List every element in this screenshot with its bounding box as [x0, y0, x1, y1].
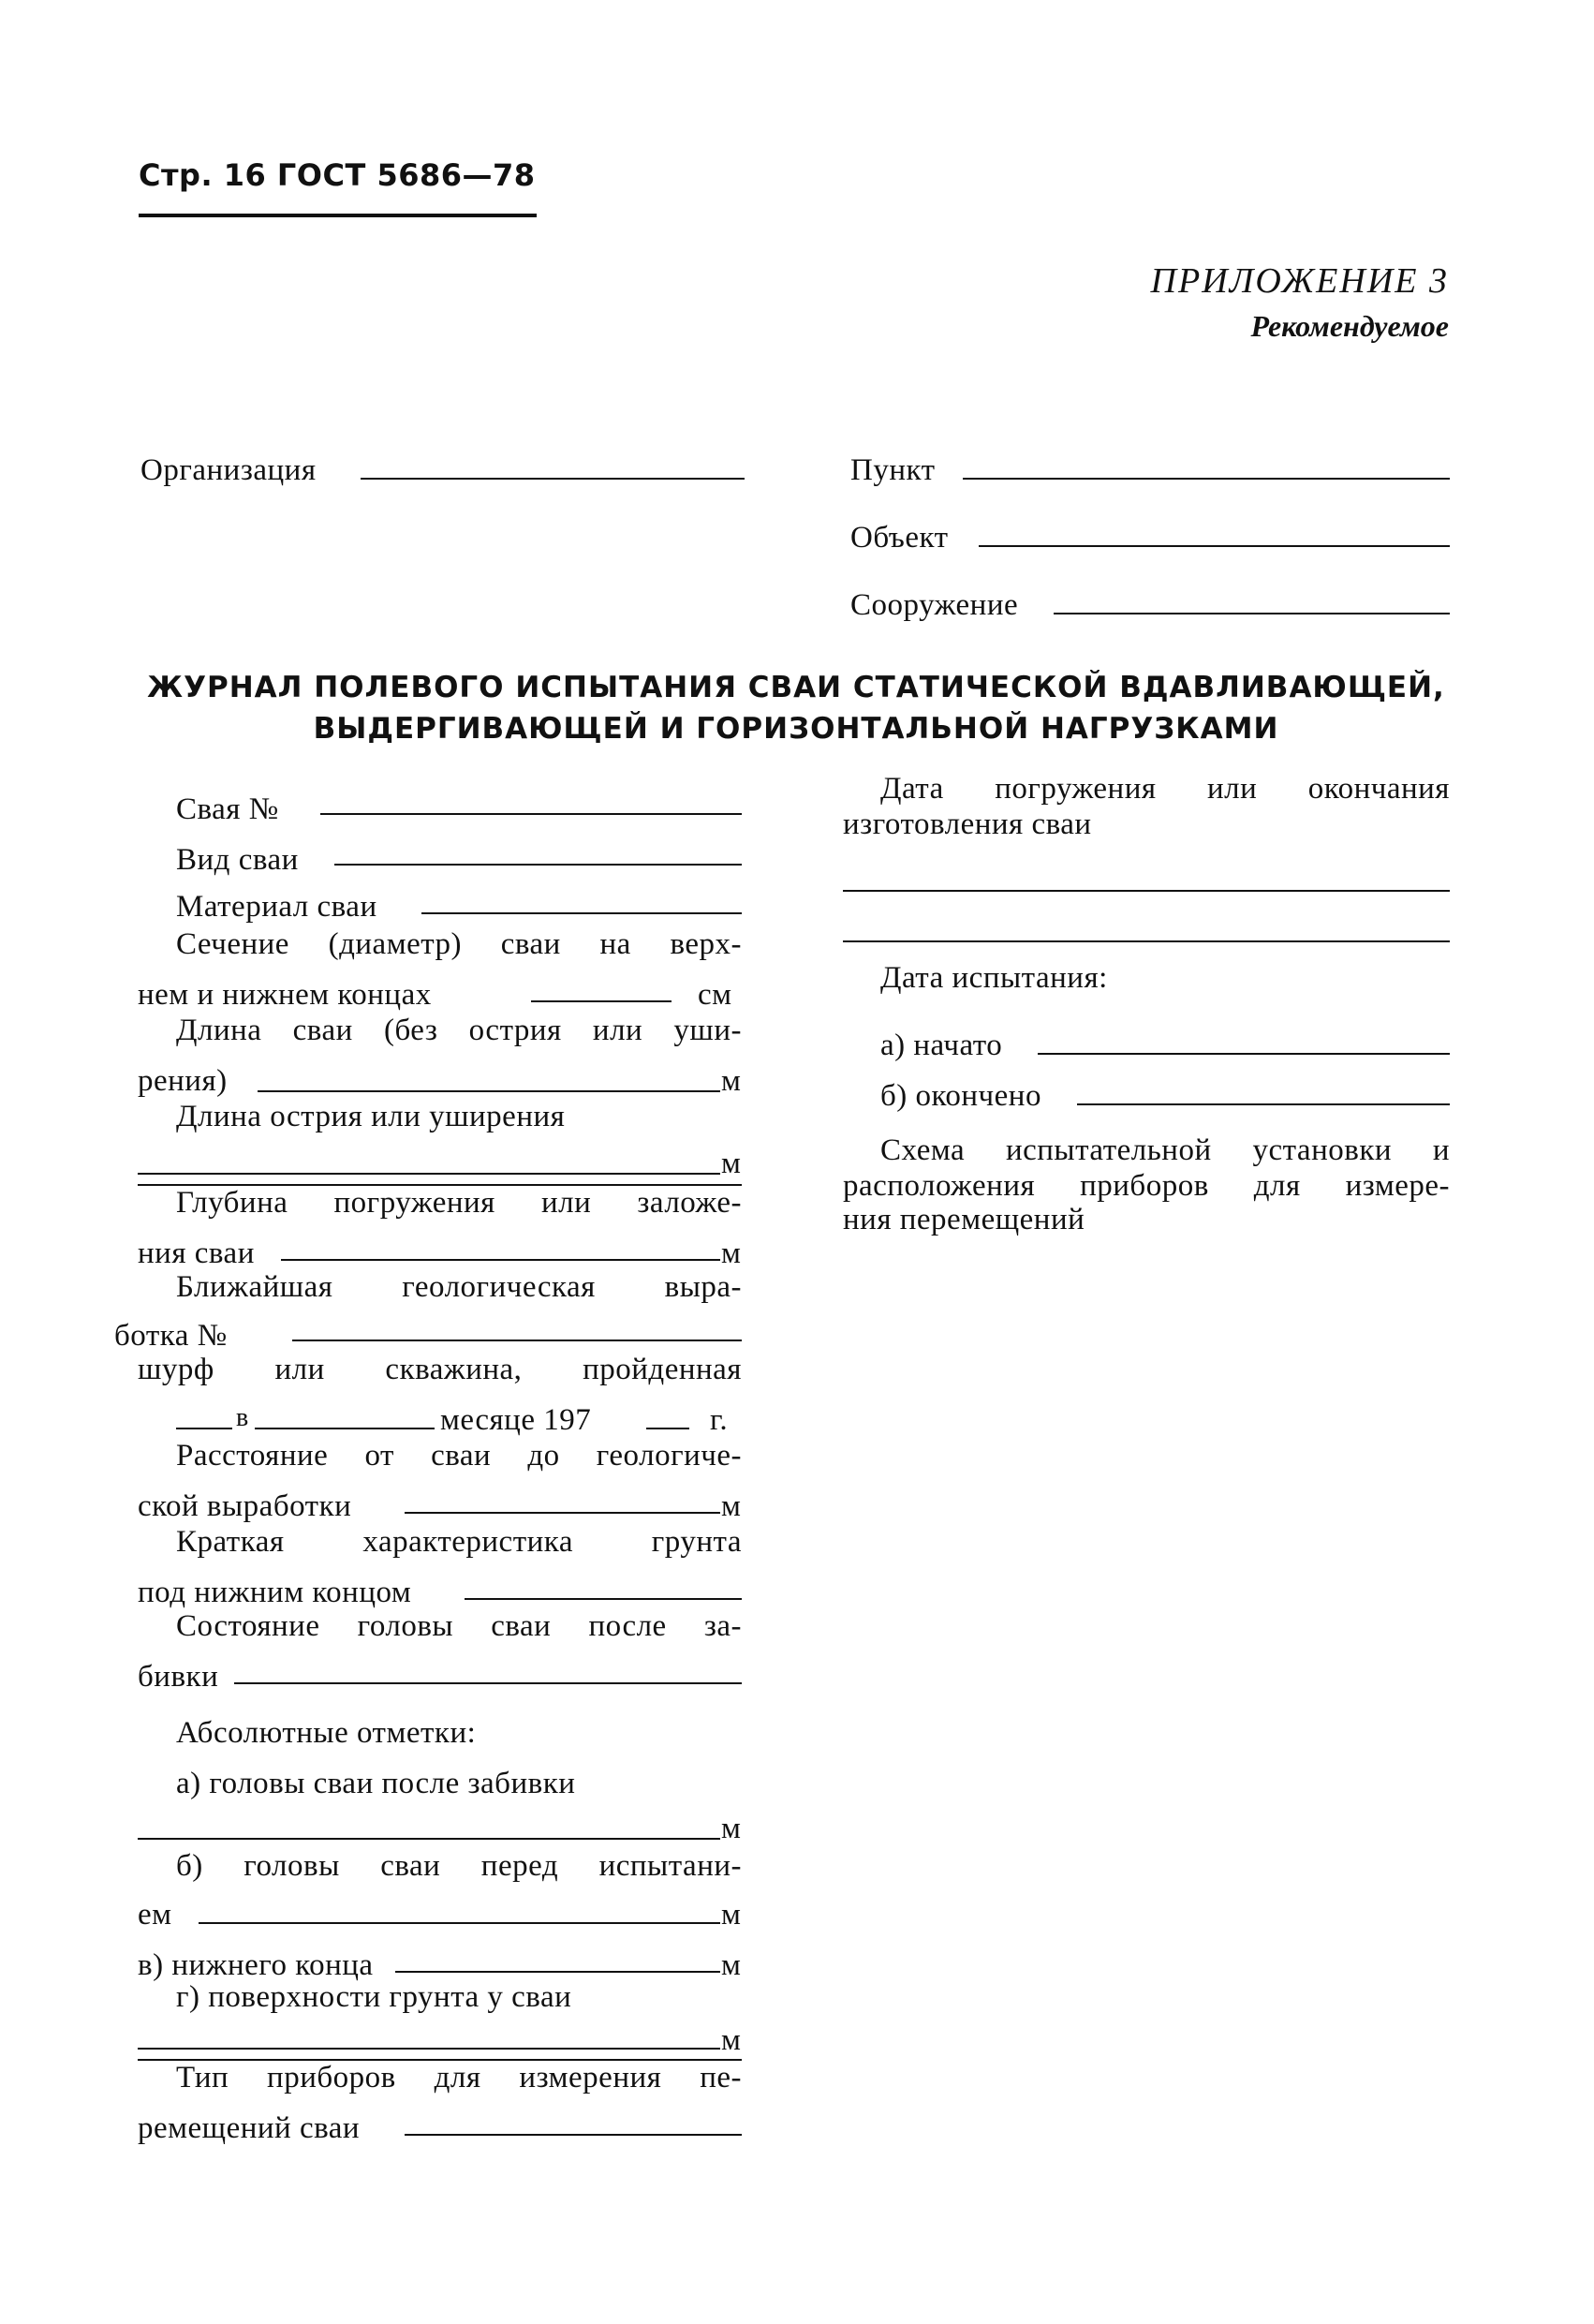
soil-label-line1: Краткая характеристика грунта — [176, 1525, 742, 1559]
depth-blank[interactable] — [281, 1259, 720, 1261]
head-blank[interactable] — [234, 1682, 742, 1684]
object-label: Объект — [850, 521, 949, 555]
abs-mark-b-blank[interactable] — [199, 1922, 720, 1924]
abs-mark-d-label: г) поверхности грунта у сваи — [176, 1980, 572, 2014]
test-finished-blank[interactable] — [1077, 1103, 1450, 1105]
header-rule — [139, 214, 537, 217]
length-label-line1: Длина сваи (без острия или уши- — [176, 1014, 742, 1047]
date-blank-1[interactable] — [843, 890, 1450, 892]
pile-material-label: Материал сваи — [176, 890, 377, 924]
distance-blank[interactable] — [405, 1512, 720, 1514]
distance-label-line2: ской выработки — [138, 1489, 352, 1523]
pile-number-label: Свая № — [176, 792, 279, 826]
date-label-line1: Дата погружения или окончания — [880, 772, 1450, 806]
section-unit: см — [698, 978, 732, 1012]
structure-blank[interactable] — [1054, 613, 1450, 614]
structure-label: Сооружение — [850, 588, 1019, 622]
tip-length-unit: м — [721, 1147, 742, 1180]
distance-unit: м — [721, 1489, 742, 1523]
point-blank[interactable] — [963, 478, 1450, 480]
abs-mark-c-label: в) нижнего конца — [138, 1948, 374, 1982]
appendix-subtitle: Рекомендуемое — [1250, 309, 1449, 343]
abs-mark-d-unit: м — [721, 2023, 742, 2057]
organization-blank[interactable] — [361, 478, 745, 480]
abs-mark-b-label-line2: ем — [138, 1898, 172, 1932]
abs-mark-b-label-line1: б) головы сваи перед испытани- — [176, 1849, 742, 1883]
scheme-label-line1: Схема испытательной установки и — [880, 1133, 1450, 1167]
pile-type-label: Вид сваи — [176, 843, 299, 877]
soil-blank[interactable] — [465, 1598, 742, 1600]
geo-passed-blank[interactable] — [255, 1428, 435, 1429]
abs-mark-a-blank[interactable] — [138, 1838, 720, 1840]
section-label-line1: Сечение (диаметр) сваи на верх- — [176, 927, 742, 961]
tip-length-label: Длина острия или уширения — [176, 1100, 566, 1133]
head-label-line1: Состояние головы сваи после за- — [176, 1609, 742, 1643]
geo-label-line2: ботка № — [114, 1319, 228, 1353]
point-label: Пункт — [850, 453, 936, 487]
geo-number-blank[interactable] — [292, 1340, 742, 1341]
geo-label-line1: Ближайшая геологическая выра- — [176, 1270, 742, 1304]
length-blank[interactable] — [258, 1090, 720, 1092]
length-unit: м — [721, 1064, 742, 1098]
depth-unit: м — [721, 1236, 742, 1270]
test-started-label: а) начато — [880, 1029, 1003, 1062]
abs-mark-a-unit: м — [721, 1812, 742, 1845]
distance-label-line1: Расстояние от сваи до геологиче- — [176, 1439, 742, 1473]
geo-in-label: в — [236, 1403, 249, 1432]
tip-length-blank[interactable] — [138, 1173, 720, 1175]
test-date-label: Дата испытания: — [880, 961, 1108, 995]
appendix-title: ПРИЛОЖЕНИЕ 3 — [1150, 261, 1449, 301]
page-header: Стр. 16 ГОСТ 5686—78 — [139, 157, 536, 193]
test-finished-label: б) окончено — [880, 1079, 1041, 1113]
abs-mark-a-label: а) головы сваи после забивки — [176, 1767, 576, 1800]
abs-marks-label: Абсолютные отметки: — [176, 1716, 477, 1750]
devices-label-line1: Тип приборов для измерения пе- — [176, 2061, 742, 2095]
journal-title-line1: ЖУРНАЛ ПОЛЕВОГО ИСПЫТАНИЯ СВАИ СТАТИЧЕСКОЙ ВДАВЛИВАЮЩЕЙ, — [147, 671, 1445, 704]
length-label-line2: рения) — [138, 1064, 228, 1098]
geo-label-line3: шурф или скважина, пройденная — [138, 1353, 742, 1386]
head-label-line2: бивки — [138, 1660, 219, 1694]
section-blank[interactable] — [531, 1000, 672, 1002]
depth-label-line1: Глубина погружения или заложе- — [176, 1186, 742, 1220]
pile-material-blank[interactable] — [421, 912, 742, 914]
date-blank-2[interactable] — [843, 940, 1450, 942]
abs-mark-c-blank[interactable] — [395, 1971, 720, 1973]
soil-label-line2: под нижним концом — [138, 1576, 412, 1609]
object-blank[interactable] — [979, 545, 1450, 547]
abs-mark-d-blank[interactable] — [138, 2048, 720, 2050]
geo-year-label: г. — [710, 1403, 729, 1437]
geo-month-label: месяце 197 — [440, 1403, 592, 1437]
organization-label: Организация — [140, 453, 317, 487]
date-label-line2: изготовления сваи — [843, 807, 1092, 841]
section-label-line2: нем и нижнем концах — [138, 978, 432, 1012]
abs-mark-b-unit: м — [721, 1898, 742, 1932]
pile-number-blank[interactable] — [320, 813, 742, 815]
abs-mark-c-unit: м — [721, 1948, 742, 1982]
journal-title-line2: ВЫДЕРГИВАЮЩЕЙ И ГОРИЗОНТАЛЬНОЙ НАГРУЗКАМИ — [313, 712, 1279, 746]
pile-type-blank[interactable] — [334, 864, 742, 866]
scheme-label-line2: расположения приборов для измере- — [843, 1169, 1450, 1203]
depth-label-line2: ния сваи — [138, 1236, 255, 1270]
geo-year-blank[interactable] — [646, 1428, 689, 1429]
geo-day-blank[interactable] — [176, 1428, 232, 1429]
test-started-blank[interactable] — [1038, 1053, 1450, 1055]
devices-label-line2: ремещений сваи — [138, 2111, 361, 2145]
scheme-label-line3: ния перемещений — [843, 1203, 1085, 1236]
devices-blank[interactable] — [405, 2134, 742, 2136]
